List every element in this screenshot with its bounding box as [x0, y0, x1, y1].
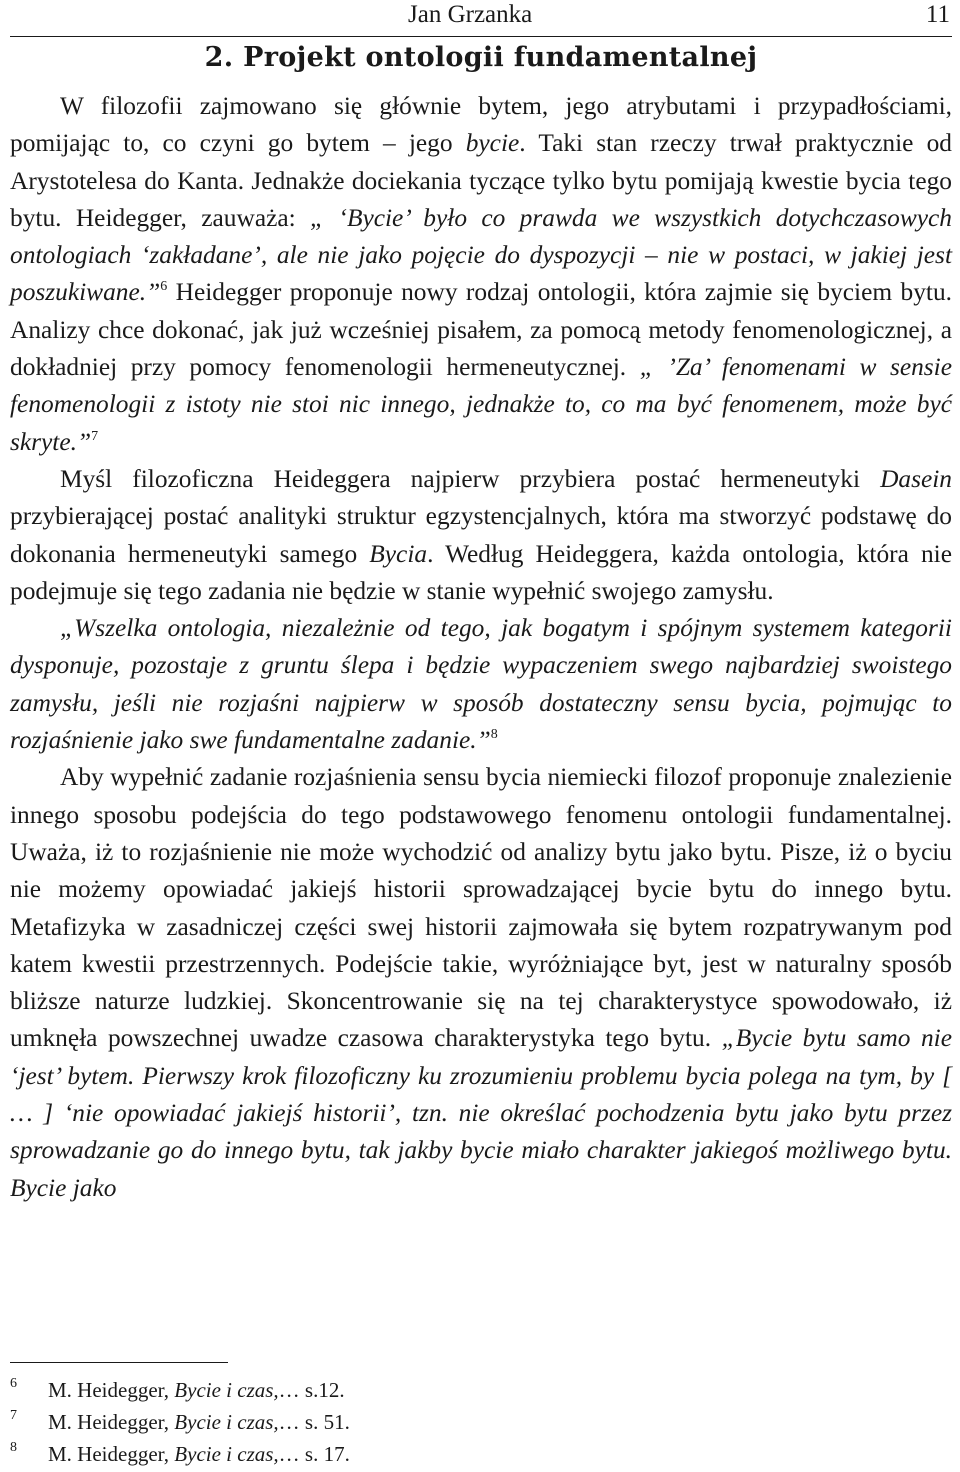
- italic-run: Dasein: [880, 464, 952, 493]
- footnotes: [10, 1374, 952, 1470]
- footnote-text: M. Heidegger,: [48, 1410, 175, 1434]
- footnote-rule: [10, 1362, 228, 1363]
- quote-italic: „ ‘Bycie’ było co prawda we wszystkich dotychczasowych ontologiach ‘zakładane’, ale nie jako pojęcie do dyspozycji – nie w postaci, w jakiej jest poszukiwane.”: [10, 203, 952, 307]
- quote-italic: „Bycie bytu samo nie ‘jest’ bytem. Pierwszy krok filozoficzny ku zrozumieniu problemu bycia polega na tym, by [ … ] ‘nie opowiadać jakiejś historii’, tzn. nie określać pochodzenia bytu jako bytu przez sprowadzanie go do innego bytu, tak jakby bycie miało charakter jakiegoś możliwego bytu. Bycie jako: [10, 1024, 952, 1202]
- block-quote: [10, 610, 952, 759]
- body-text: [10, 88, 952, 1207]
- paragraph-2: [10, 461, 952, 610]
- footnote-number: 7: [10, 1408, 17, 1423]
- footnote-title: Bycie i czas,: [174, 1442, 279, 1466]
- italic-run: bycie: [465, 129, 520, 158]
- footnote-8: [10, 1438, 952, 1470]
- footnote-text: … s. 17.: [278, 1442, 350, 1466]
- footnote-text: … s. 51.: [278, 1410, 350, 1434]
- text-run: Heidegger proponuje nowy rodzaj ontologii, która zajmie się byciem bytu. Analizy chce dokonać, jak już wcześniej pisałem, za pomocą metody fenomenologicznej, a dokładniej przy pomocy fenomenologii hermeneutycznej.: [10, 278, 952, 382]
- paragraph-1: [10, 88, 952, 461]
- footnote-6: [10, 1374, 952, 1406]
- footnote-7: [10, 1406, 952, 1438]
- quote-italic: „ ’Za’ fenomenami w sensie fenomenologii z istoty nie stoi nic innego, jednakże to, co ma być fenomenem, może być skryte.”: [10, 353, 953, 456]
- footnote-number: 6: [10, 1376, 17, 1391]
- footnote-number: 8: [10, 1440, 17, 1455]
- section-title: 2. Projekt ontologii fundamentalnej: [204, 42, 758, 73]
- italic-run: Bycia: [369, 539, 428, 568]
- text-run: przybierającej postać analityki struktur egzystencjalnych, która ma stworzyć podstawę do dokonania hermeneutyki samego: [10, 502, 952, 568]
- paragraph-4: [10, 759, 952, 1207]
- footnote-ref-8: 8: [490, 727, 498, 743]
- text-run: . Według Heideggera, każda ontologia, która nie podejmuje się tego zadania nie będzie w stanie wypełnić swojego zamysłu.: [10, 539, 952, 605]
- text-run: W filozofii zajmowano się głównie bytem, jego atrybutami i przypadłościami, pomijając to, co czyni go bytem – jego: [10, 92, 952, 158]
- footnote-text: M. Heidegger,: [48, 1442, 175, 1466]
- footnote-title: Bycie i czas,: [174, 1378, 279, 1402]
- footnote-ref-6: 6: [160, 279, 168, 295]
- footnote-text: M. Heidegger,: [48, 1378, 175, 1402]
- text-run: Myśl filozoficzna Heideggera najpierw przybiera postać hermeneutyki: [60, 464, 881, 493]
- footnote-text: … s.12.: [278, 1378, 345, 1402]
- quote-italic: „Wszelka ontologia, niezależnie od tego, jak bogatym i spójnym systemem kategorii dysponuje, pozostaje z gruntu ślepa i będzie wypaczeniem swego najbardziej swoistego zamysłu, jeśli nie rozjaśni najpierw w sposób dostateczny sensu bycia, pojmując to rozjaśnienie jako swe fundamentalne zadanie.”: [10, 614, 952, 755]
- page-number: 11: [925, 1, 950, 28]
- running-head: [10, 0, 952, 37]
- text-run: Aby wypełnić zadanie rozjaśnienia sensu bycia niemiecki filozof proponuje znalezienie innego sposobu podejścia do tego podstawowego fenomenu ontologii fundamentalnej. Uważa, iż to rozjaśnienie nie może wychodzić od analizy bytu jako bytu. Pisze, iż o byciu nie możemy opowiadać jakiejś historii sprowadzającej bycie bytu do innego bytu. Metafizyka w zasadniczej części swej historii zajmowała się bytem rozpatrywanym pod katem kwestii przestrzennych. Podejście takie, wyróżniające byt, jest w naturalny sposób bliższe naturze ludzkiej. Skoncentrowanie się na tej charakterystyce spowodowało, iż umknęła powszechnej uwadze czasowa charakterystyka tego bytu.: [10, 763, 952, 1053]
- running-head-author: Jan Grzanka: [408, 1, 533, 28]
- footnote-title: Bycie i czas,: [174, 1410, 279, 1434]
- text-run: . Taki stan rzeczy trwał praktycznie od Arystotelesa do Kanta. Jednakże dociekania tyczące tylko bytu pomijają kwestie bycia tego bytu. Heidegger, zauważa:: [10, 129, 952, 232]
- footnote-ref-7: 7: [91, 428, 99, 444]
